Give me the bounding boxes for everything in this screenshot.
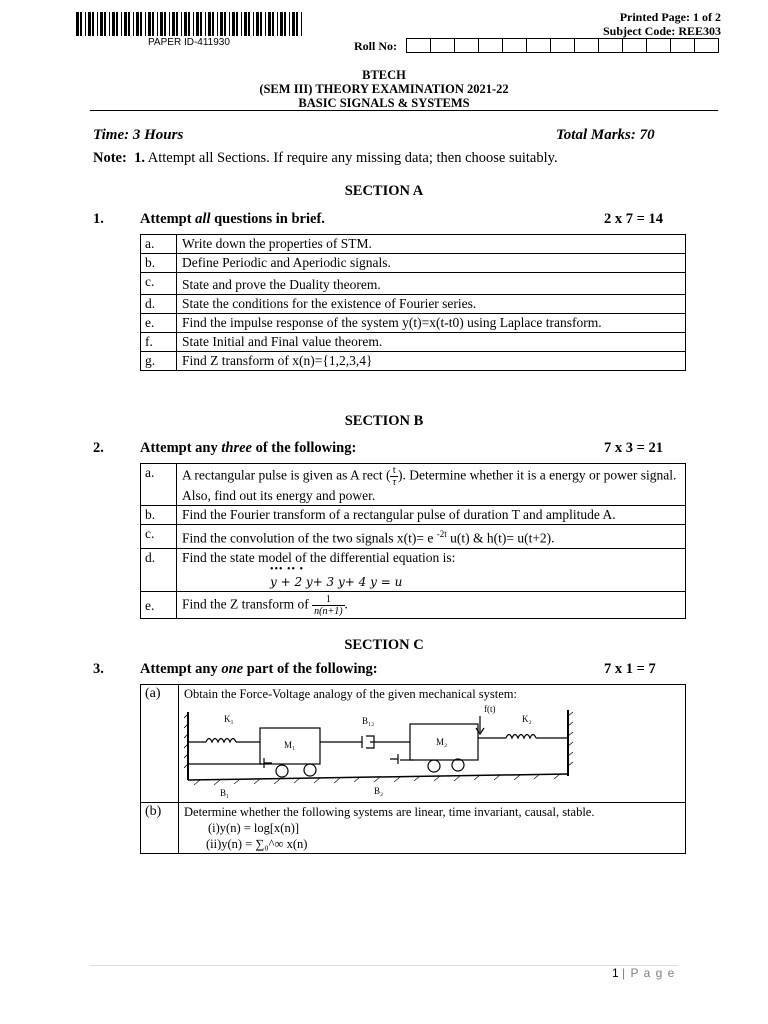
note <box>93 150 558 167</box>
barcode-bar <box>248 12 250 36</box>
label-b12: B₁₂ <box>362 716 375 726</box>
label-k1: K₁ <box>224 714 234 724</box>
q3-instruction <box>140 661 378 678</box>
barcode-bar <box>160 12 163 36</box>
note-text: Attempt all Sections. If require any missing data; then choose suitably. <box>147 150 558 166</box>
row-label: e. <box>141 591 177 618</box>
barcode-bar <box>208 12 211 36</box>
q2d-derivative-dots: ••• •• • <box>270 563 305 575</box>
mechanical-system-diagram <box>184 702 576 798</box>
barcode-bar <box>268 12 271 36</box>
row-text: State the conditions for the existence of Fourier series. <box>177 295 686 314</box>
barcode-bar <box>145 12 146 36</box>
barcode-bar <box>76 12 79 36</box>
total-marks: Total Marks: 70 <box>556 127 655 143</box>
label-b2: B₂ <box>374 786 384 796</box>
barcode-bar <box>164 12 166 36</box>
barcode-bar <box>128 12 130 36</box>
barcode-bar <box>277 12 278 36</box>
roll-no-box[interactable] <box>574 38 599 53</box>
table-row <box>141 352 686 371</box>
barcode-bar <box>157 12 158 36</box>
label-k2: K₂ <box>522 714 532 724</box>
row-text <box>177 464 686 506</box>
page-word: | P a g e <box>622 966 676 980</box>
q2c-text-pre: Find the convolution of the two signals x(t)= e <box>182 530 437 546</box>
q2e-text-post: . <box>344 596 348 612</box>
barcode-bar <box>121 12 122 36</box>
barcode-bar <box>260 12 262 36</box>
table-row <box>141 254 686 273</box>
q1-marks: 2 x 7 = 14 <box>604 211 664 227</box>
label-b1: B₁ <box>220 788 230 798</box>
q1-instruction <box>140 211 325 228</box>
roll-no-box[interactable] <box>454 38 479 53</box>
q2e-fraction <box>312 594 344 617</box>
barcode-bar <box>224 12 226 36</box>
row-text: State Initial and Final value theorem. <box>177 333 686 352</box>
row-label: a. <box>141 235 177 254</box>
barcode-bar <box>116 12 118 36</box>
degree-title: BTECH <box>362 68 406 82</box>
table-row <box>141 273 686 295</box>
row-text: Define Periodic and Aperiodic signals. <box>177 254 686 273</box>
barcode-bar <box>109 12 110 36</box>
barcode-bar <box>104 12 106 36</box>
q3-instr-em: one <box>221 661 244 677</box>
q3-instr-post: part of the following: <box>243 661 378 677</box>
section-b-title: SECTION B <box>344 413 424 429</box>
row-label: g. <box>141 352 177 371</box>
row-label: c. <box>141 525 177 549</box>
q2d-equation: y + 2 y+ 3 y+ 4 y = u <box>270 574 403 589</box>
section-c-table <box>140 684 686 854</box>
roll-no-box[interactable] <box>526 38 551 53</box>
barcode-bar <box>284 12 286 36</box>
roll-no-box[interactable] <box>694 38 719 53</box>
barcode-bar <box>188 12 190 36</box>
barcode-bar <box>193 12 194 36</box>
q1-number: 1. <box>93 211 104 227</box>
q3b-part-i: (i)y(n) = log[x(n)] <box>208 821 300 835</box>
q2-instr-pre: Attempt any <box>140 440 222 456</box>
roll-no-box[interactable] <box>502 38 527 53</box>
row-text <box>177 548 686 591</box>
row-label: c. <box>141 273 177 295</box>
row-label: d. <box>141 295 177 314</box>
q3b-text: Determine whether the following systems are linear, time invariant, causal, stable. <box>184 805 595 819</box>
roll-no-box[interactable] <box>646 38 671 53</box>
section-a-table <box>140 234 686 371</box>
q3b-part-ii: (ii)y(n) = ∑₀^∞ x(n) <box>206 837 308 851</box>
barcode-bar <box>100 12 103 36</box>
q2a-frac-den: τ <box>392 477 397 488</box>
q3-instr-pre: Attempt any <box>140 661 222 677</box>
row-label: a. <box>141 464 177 506</box>
q1-instr-pre: Attempt <box>140 211 196 227</box>
row-text: Find the Fourier transform of a rectangular pulse of duration T and amplitude A. <box>177 506 686 525</box>
q2e-frac-num: 1 <box>312 594 344 606</box>
barcode-bar <box>133 12 134 36</box>
barcode-bar <box>112 12 115 36</box>
barcode-bar <box>232 12 235 36</box>
time-label: Time: 3 Hours <box>93 127 184 143</box>
q3a-text: Obtain the Force-Voltage analogy of the given mechanical system: <box>184 687 518 701</box>
row-text <box>179 685 686 803</box>
q1-instr-em: all <box>195 211 211 227</box>
label-ft: f(t) <box>484 704 496 714</box>
header-divider <box>90 110 718 111</box>
row-text: Find the impulse response of the system y(t)=x(t-t0) using Laplace transform. <box>177 314 686 333</box>
row-text: State and prove the Duality theorem. <box>177 273 686 295</box>
row-text <box>177 525 686 549</box>
table-row <box>141 548 686 591</box>
q2a-fraction <box>390 465 398 488</box>
barcode-bar <box>229 12 230 36</box>
note-number: 1. <box>134 150 145 166</box>
barcode-bar <box>265 12 266 36</box>
table-row <box>141 591 686 618</box>
barcode-bar <box>176 12 178 36</box>
barcode-bar <box>236 12 238 36</box>
section-b-table <box>140 463 686 619</box>
roll-no-box[interactable] <box>622 38 647 53</box>
barcode-bar <box>148 12 151 36</box>
barcode <box>76 12 304 36</box>
footer-divider <box>90 965 678 966</box>
row-text <box>177 591 686 618</box>
page-number: 1 <box>612 966 619 980</box>
barcode-bar <box>292 12 295 36</box>
q3-number: 3. <box>93 661 104 677</box>
q2-marks: 7 x 3 = 21 <box>604 440 664 456</box>
exam-title: (SEM III) THEORY EXAMINATION 2021-22 <box>259 82 509 96</box>
barcode-bar <box>212 12 214 36</box>
roll-no-box[interactable] <box>406 38 431 53</box>
table-row <box>141 235 686 254</box>
q2a-text-post: ). Determine whether it is a energy or power signal. Also, find out its energy and power. <box>182 467 677 503</box>
table-row <box>141 314 686 333</box>
barcode-bar <box>88 12 91 36</box>
row-label: b. <box>141 254 177 273</box>
label-m2: M₂ <box>436 737 448 747</box>
roll-no-boxes[interactable] <box>407 38 719 58</box>
row-label: (b) <box>141 803 179 854</box>
barcode-bar <box>280 12 283 36</box>
barcode-bar <box>196 12 199 36</box>
q2e-frac-den: n(n+1) <box>314 605 343 617</box>
subject-code: Subject Code: REE303 <box>602 24 721 38</box>
row-text: Write down the properties of STM. <box>177 235 686 254</box>
table-row <box>141 333 686 352</box>
barcode-bar <box>256 12 259 36</box>
table-row <box>141 803 686 854</box>
barcode-bar <box>301 12 302 36</box>
roll-no-box[interactable] <box>430 38 455 53</box>
section-c-title: SECTION C <box>344 637 424 653</box>
q2c-text-post: u(t) & h(t)= u(t+2). <box>446 530 555 546</box>
barcode-bar <box>220 12 223 36</box>
table-row <box>141 685 686 803</box>
q1-instr-post: questions in brief. <box>210 211 325 227</box>
footer-page <box>612 966 675 980</box>
barcode-bar <box>241 12 242 36</box>
q2-instr-em: three <box>221 440 252 456</box>
barcode-bar <box>253 12 254 36</box>
barcode-bar <box>200 12 202 36</box>
q2a-text-pre: A rectangular pulse is given as A rect ( <box>182 467 391 483</box>
q2a-frac-num: t <box>390 465 398 477</box>
barcode-bar <box>136 12 139 36</box>
note-label: Note: <box>93 150 127 166</box>
roll-no-box[interactable] <box>550 38 575 53</box>
barcode-bar <box>296 12 298 36</box>
barcode-bar <box>124 12 127 36</box>
row-label: d. <box>141 548 177 591</box>
table-row <box>141 525 686 549</box>
roll-no-box[interactable] <box>478 38 503 53</box>
row-label: f. <box>141 333 177 352</box>
barcode-bar <box>97 12 98 36</box>
q3-marks: 7 x 1 = 7 <box>604 661 656 677</box>
barcode-bar <box>205 12 206 36</box>
roll-no-box[interactable] <box>598 38 623 53</box>
roll-no-label: Roll No: <box>354 39 397 53</box>
barcode-bar <box>169 12 170 36</box>
q2d-text: Find the state model of the differential equation is: <box>182 549 456 565</box>
subject-title: BASIC SIGNALS & SYSTEMS <box>298 96 470 110</box>
q2-instruction <box>140 440 356 457</box>
barcode-bar <box>85 12 86 36</box>
table-row <box>141 464 686 506</box>
barcode-bar <box>140 12 142 36</box>
roll-no-box[interactable] <box>670 38 695 53</box>
printed-page: Printed Page: 1 of 2 <box>619 10 721 24</box>
paper-id: PAPER ID-411930 <box>148 37 230 48</box>
barcode-bar <box>217 12 218 36</box>
barcode-bar <box>184 12 187 36</box>
q2-number: 2. <box>93 440 104 456</box>
barcode-bar <box>152 12 154 36</box>
barcode-bar <box>244 12 247 36</box>
table-row <box>141 295 686 314</box>
row-label: e. <box>141 314 177 333</box>
barcode-bar <box>272 12 274 36</box>
section-a-title: SECTION A <box>344 183 424 199</box>
barcode-bar <box>289 12 290 36</box>
q2-instr-post: of the following: <box>251 440 357 456</box>
barcode-bar <box>80 12 82 36</box>
row-text <box>179 803 686 854</box>
barcode-bar <box>172 12 175 36</box>
barcode-bar <box>181 12 182 36</box>
label-m1: M₁ <box>284 740 296 750</box>
row-label: b. <box>141 506 177 525</box>
barcode-bar <box>92 12 94 36</box>
q2e-text-pre: Find the Z transform of <box>182 596 313 612</box>
row-text: Find Z transform of x(n)={1,2,3,4} <box>177 352 686 371</box>
q2c-exponent: -2t <box>436 529 447 539</box>
table-row <box>141 506 686 525</box>
row-label: (a) <box>141 685 179 803</box>
